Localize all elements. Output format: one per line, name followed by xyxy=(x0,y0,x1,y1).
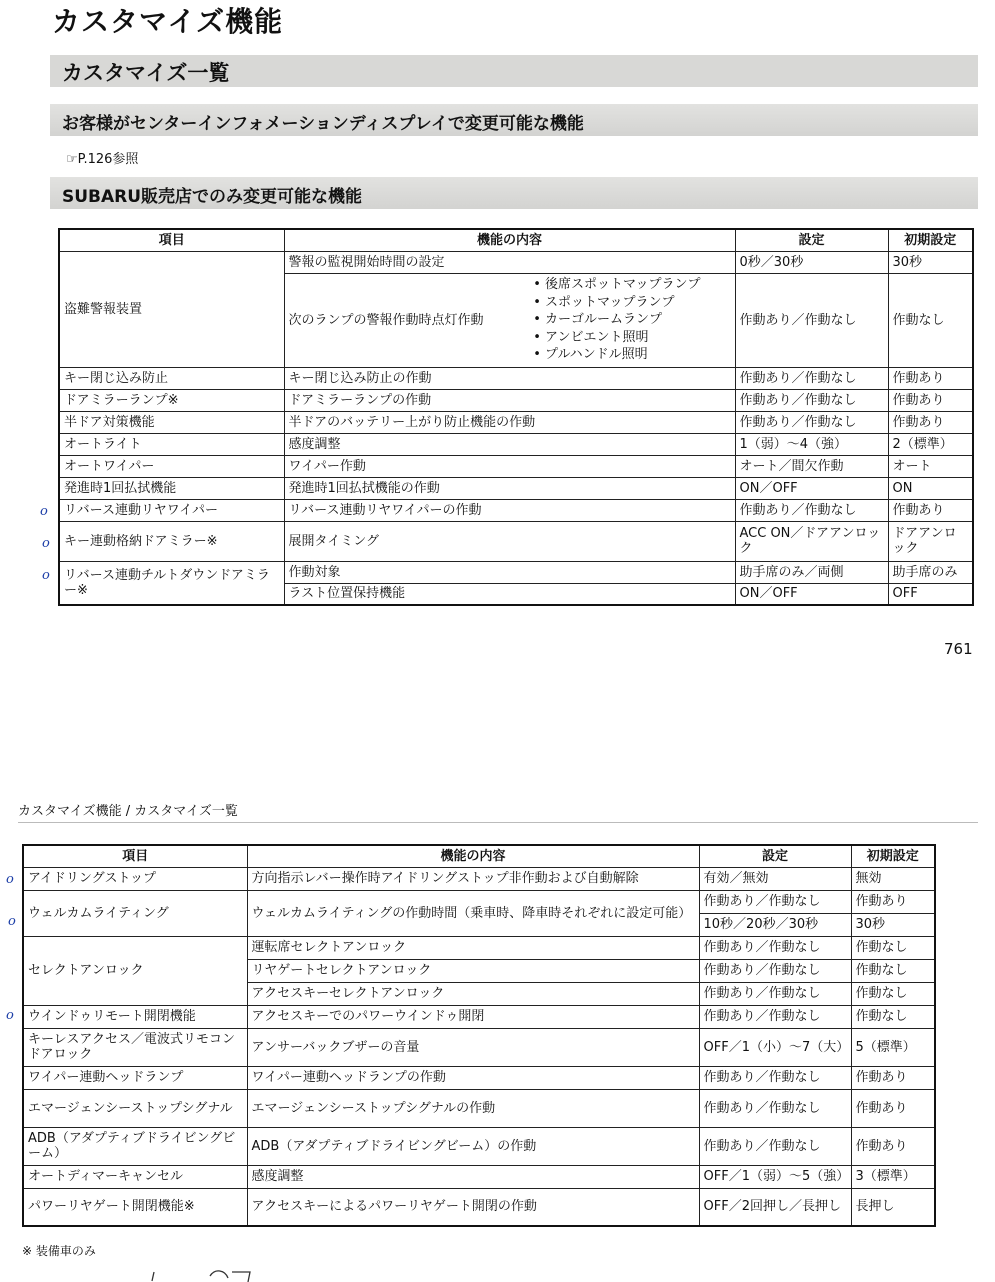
row-item: アイドリングストップ xyxy=(23,867,247,890)
header-default: 初期設定 xyxy=(888,229,973,251)
row-content: 警報の監視開始時間の設定 xyxy=(284,251,735,273)
row-content: 発進時1回払拭機能の作動 xyxy=(284,477,735,499)
row-default: OFF xyxy=(888,583,973,605)
row-setting: 作動あり／作動なし xyxy=(735,499,888,521)
header-setting: 設定 xyxy=(735,229,888,251)
row-content: ドアミラーランプの作動 xyxy=(284,389,735,411)
row-item: 発進時1回払拭機能 xyxy=(59,477,284,499)
section-title: カスタマイズ一覧 xyxy=(62,61,230,85)
table-row xyxy=(23,1005,935,1028)
subsection-header-display xyxy=(50,104,978,136)
table-row xyxy=(59,433,973,455)
row-setting: 作動あり／作動なし xyxy=(699,982,851,1005)
row-default: 助手席のみ xyxy=(888,561,973,583)
row-item: エマージェンシーストップシグナル xyxy=(23,1089,247,1127)
row-default: オート xyxy=(888,455,973,477)
row-default: 作動あり xyxy=(888,367,973,389)
row-default: 作動あり xyxy=(888,411,973,433)
row-item: オートライト xyxy=(59,433,284,455)
row-content: アクセスキーによるパワーリヤゲート開閉の作動 xyxy=(247,1188,699,1226)
row-default: 作動あり xyxy=(888,499,973,521)
row-content: アクセスキーセレクトアンロック xyxy=(247,982,699,1005)
table-row xyxy=(23,1066,935,1089)
table-row xyxy=(23,1089,935,1127)
row-content: 半ドアのバッテリー上がり防止機能の作動 xyxy=(284,411,735,433)
row-item: ウェルカムライティング xyxy=(23,890,247,936)
table-header-row xyxy=(59,229,973,251)
row-setting: 作動あり／作動なし xyxy=(735,411,888,433)
row-setting: OFF／1（弱）～5（強） xyxy=(699,1165,851,1188)
row-content: アクセスキーでのパワーウインドゥ開閉 xyxy=(247,1005,699,1028)
row-setting: OFF／2回押し／長押し xyxy=(699,1188,851,1226)
header-content: 機能の内容 xyxy=(284,229,735,251)
row-content: ワイパー連動ヘッドランプの作動 xyxy=(247,1066,699,1089)
row-default: ドアアンロック xyxy=(888,521,973,561)
table-row xyxy=(23,1127,935,1165)
row-default: 作動あり xyxy=(851,890,935,913)
table-row xyxy=(59,251,973,273)
row-content: リバース連動リヤワイパーの作動 xyxy=(284,499,735,521)
row-default: 作動なし xyxy=(851,959,935,982)
row-setting: 作動あり／作動なし xyxy=(699,1005,851,1028)
row-setting: 作動あり／作動なし xyxy=(699,1066,851,1089)
row-content: 方向指示レバー操作時アイドリングストップ非作動および自動解除 xyxy=(247,867,699,890)
subsection-title-dealer: SUBARU販売店でのみ変更可能な機能 xyxy=(62,187,363,207)
row-content: リヤゲートセレクトアンロック xyxy=(247,959,699,982)
row-content: 感度調整 xyxy=(247,1165,699,1188)
row-default: ON xyxy=(888,477,973,499)
row-item: キーレスアクセス／電波式リモコンドアロック xyxy=(23,1028,247,1066)
table-row xyxy=(23,1028,935,1066)
table-row xyxy=(23,867,935,890)
handwritten-mark: o xyxy=(6,1008,14,1023)
row-default: 5（標準） xyxy=(851,1028,935,1066)
row-default: 作動あり xyxy=(851,1127,935,1165)
row-default: 作動なし xyxy=(888,273,973,367)
row-item: パワーリヤゲート開閉機能※ xyxy=(23,1188,247,1226)
list-item: • プルハンドル照明 xyxy=(533,346,700,364)
row-setting: 作動あり／作動なし xyxy=(735,389,888,411)
header-item: 項目 xyxy=(59,229,284,251)
table-row xyxy=(59,477,973,499)
row-default: 30秒 xyxy=(851,913,935,936)
table-row xyxy=(59,455,973,477)
row-default: 2（標準） xyxy=(888,433,973,455)
table-row xyxy=(59,389,973,411)
row-content: ADB（アダプティブドライビングビーム）の作動 xyxy=(247,1127,699,1165)
row-content: 感度調整 xyxy=(284,433,735,455)
row-item: オートワイパー xyxy=(59,455,284,477)
row-setting: 助手席のみ／両側 xyxy=(735,561,888,583)
row-item: オートディマーキャンセル xyxy=(23,1165,247,1188)
row-setting: 作動あり／作動なし xyxy=(735,273,888,367)
row-item: リバース連動リヤワイパー xyxy=(59,499,284,521)
row-setting: ON／OFF xyxy=(735,583,888,605)
row-item: キー閉じ込み防止 xyxy=(59,367,284,389)
handwritten-mark: o xyxy=(6,872,14,887)
page-number: 761 xyxy=(944,640,973,658)
row-content: キー閉じ込み防止の作動 xyxy=(284,367,735,389)
table-row xyxy=(23,936,935,959)
header-setting: 設定 xyxy=(699,845,851,867)
table-row xyxy=(59,561,973,583)
lamp-list xyxy=(533,276,700,364)
row-setting: 作動あり／作動なし xyxy=(699,890,851,913)
row-content: ウェルカムライティングの作動時間（乗車時、降車時それぞれに設定可能） xyxy=(247,890,699,936)
customize-table-continued xyxy=(22,844,936,1227)
row-setting: 1（弱）～4（強） xyxy=(735,433,888,455)
table-row xyxy=(59,367,973,389)
table-row xyxy=(23,890,935,913)
row-content: ラスト位置保持機能 xyxy=(284,583,735,605)
row-setting: 10秒／20秒／30秒 xyxy=(699,913,851,936)
list-item: • 後席スポットマップランプ xyxy=(533,276,700,294)
row-default: 長押し xyxy=(851,1188,935,1226)
row-item: ワイパー連動ヘッドランプ xyxy=(23,1066,247,1089)
row-default: 作動あり xyxy=(851,1066,935,1089)
row-item: 盗難警報装置 xyxy=(59,251,284,367)
row-setting: OFF／1（小）～7（大） xyxy=(699,1028,851,1066)
page-title: カスタマイズ機能 xyxy=(52,5,284,38)
row-default: 作動あり xyxy=(851,1089,935,1127)
row-content xyxy=(284,273,735,367)
row-item: キー連動格納ドアミラー※ xyxy=(59,521,284,561)
footnote: ※ 装備車のみ xyxy=(22,1244,96,1258)
table-row xyxy=(23,1188,935,1226)
row-setting: 作動あり／作動なし xyxy=(699,959,851,982)
row-setting: 作動あり／作動なし xyxy=(735,367,888,389)
table-row xyxy=(59,499,973,521)
row-content: 運転席セレクトアンロック xyxy=(247,936,699,959)
row-content: エマージェンシーストップシグナルの作動 xyxy=(247,1089,699,1127)
page-reference: ☞P.126参照 xyxy=(66,152,139,167)
row-setting: 作動あり／作動なし xyxy=(699,936,851,959)
lamp-intro: 次のランプの警報作動時点灯作動 xyxy=(288,312,484,328)
row-default: 作動なし xyxy=(851,936,935,959)
header-default: 初期設定 xyxy=(851,845,935,867)
list-item: • アンビエント照明 xyxy=(533,329,700,347)
row-setting: ON／OFF xyxy=(735,477,888,499)
list-item: • カーゴルームランプ xyxy=(533,311,700,329)
row-default: 作動なし xyxy=(851,982,935,1005)
header-item: 項目 xyxy=(23,845,247,867)
row-setting: 有効／無効 xyxy=(699,867,851,890)
row-setting: 0秒／30秒 xyxy=(735,251,888,273)
handwritten-mark: o xyxy=(42,536,50,551)
subsection-title-display: お客様がセンターインフォメーションディスプレイで変更可能な機能 xyxy=(62,114,584,134)
row-setting: ACC ON／ドアアンロック xyxy=(735,521,888,561)
row-item: セレクトアンロック xyxy=(23,936,247,1005)
handwritten-mark: o xyxy=(8,914,16,929)
row-setting: 作動あり／作動なし xyxy=(699,1127,851,1165)
table-row xyxy=(59,411,973,433)
row-item: ウインドゥリモート開閉機能 xyxy=(23,1005,247,1028)
row-item: 半ドア対策機能 xyxy=(59,411,284,433)
subsection-header-dealer xyxy=(50,177,978,209)
handwritten-mark: o xyxy=(40,504,48,519)
handwritten-mark: o xyxy=(42,568,50,583)
table-header-row xyxy=(23,845,935,867)
section-header xyxy=(50,55,978,87)
row-default: 30秒 xyxy=(888,251,973,273)
list-item: • スポットマップランプ xyxy=(533,294,700,312)
row-item: リバース連動チルトダウンドアミラー※ xyxy=(59,561,284,605)
dealer-customize-table xyxy=(58,228,974,606)
row-content: 作動対象 xyxy=(284,561,735,583)
row-setting: 作動あり／作動なし xyxy=(699,1089,851,1127)
row-item: ドアミラーランプ※ xyxy=(59,389,284,411)
divider xyxy=(18,822,978,823)
table-row xyxy=(23,1165,935,1188)
header-content: 機能の内容 xyxy=(247,845,699,867)
row-setting: オート／間欠作動 xyxy=(735,455,888,477)
row-item: ADB（アダプティブドライビングビーム） xyxy=(23,1127,247,1165)
breadcrumb: カスタマイズ機能 / カスタマイズ一覧 xyxy=(18,804,238,819)
row-default: 3（標準） xyxy=(851,1165,935,1188)
row-default: 無効 xyxy=(851,867,935,890)
row-default: 作動あり xyxy=(888,389,973,411)
row-content: ワイパー作動 xyxy=(284,455,735,477)
row-content: アンサーバックブザーの音量 xyxy=(247,1028,699,1066)
table-row xyxy=(59,521,973,561)
row-default: 作動なし xyxy=(851,1005,935,1028)
row-content: 展開タイミング xyxy=(284,521,735,561)
